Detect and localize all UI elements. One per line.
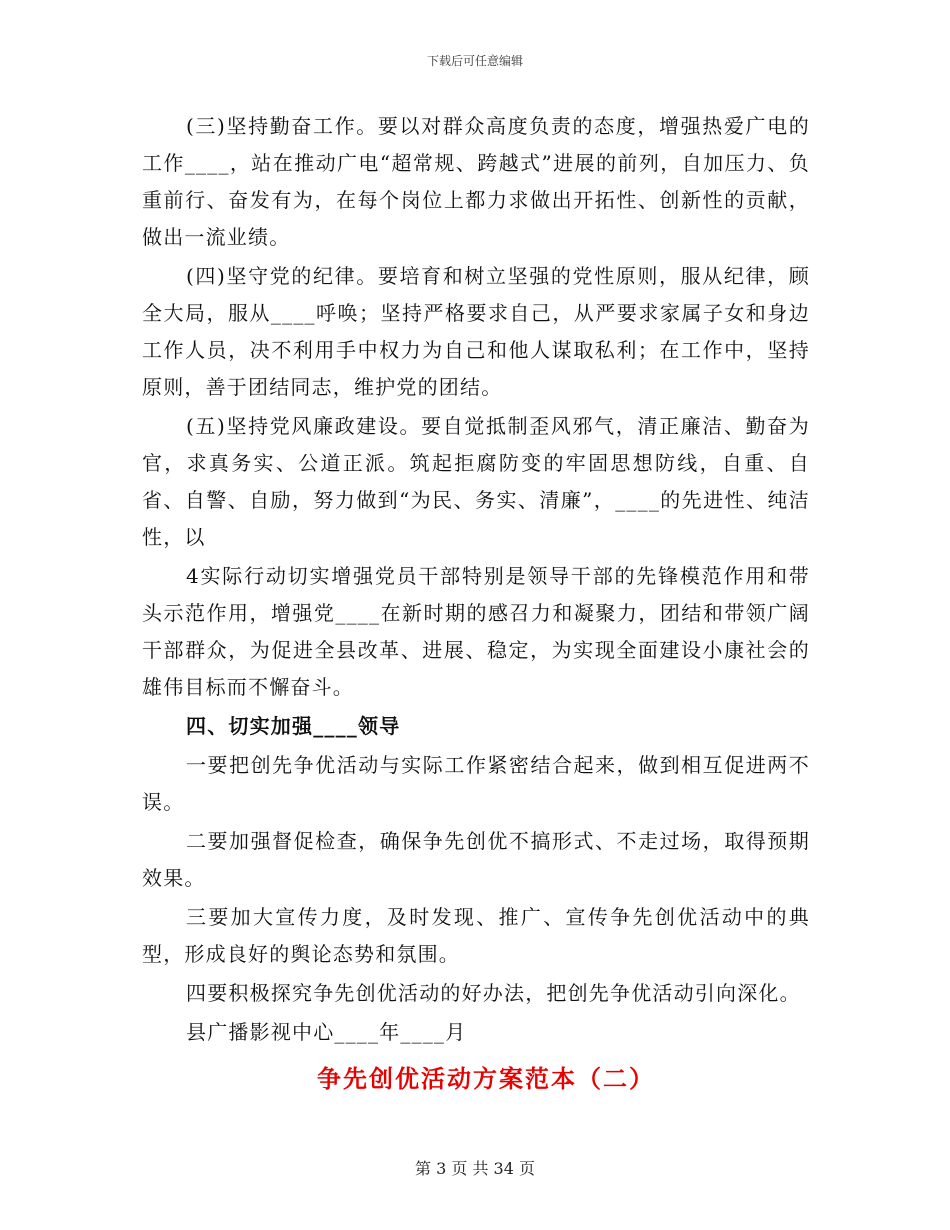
section-heading-leadership: 四、切实加强____领导 — [186, 714, 401, 738]
paragraph-first-requirement: 一要把创先争优活动与实际工作紧密结合起来，做到相互促进两不误。 — [142, 753, 810, 814]
paragraph-second-requirement: 二要加强督促检查，确保争先创优不搞形式、不走过场，取得预期效果。 — [142, 829, 810, 890]
paragraph-diligent-work: (三)坚持勤奋工作。要以对群众高度负责的态度，增强热爱广电的工作____，站在推动广电“超常规、跨越式”进展的前列，自加压力、负重前行、奋发有为，在每个岗位上都力求做出开拓性、创新性的贡献，做出一流业绩。 — [142, 114, 810, 249]
paragraph-action: 4实际行动切实增强党员干部特别是领导干部的先锋模范作用和带头示范作用，增强党____在新时期的感召力和凝聚力，团结和带领广阔干部群众，为促进全县改革、进展、稳定，为实现全面建设小康社会的雄伟目标而不懈奋斗。 — [142, 564, 810, 699]
page-number: 第 3 页 共 34 页 — [415, 1159, 535, 1178]
signature-line: 县广播影视中心____年____月 — [186, 1020, 467, 1044]
document-body — [142, 108, 810, 1101]
paragraph-integrity: (五)坚持党风廉政建设。要自觉抵制歪风邪气，清正廉洁、勤奋为官，求真务实、公道正派。筑起拒腐防变的牢固思想防线，自重、自省、自警、自励，努力做到“为民、务实、清廉”，____的先进性、纯洁性，以 — [142, 414, 810, 549]
paragraph-party-discipline: (四)坚守党的纪律。要培育和树立坚强的党性原则，服从纪律，顾全大局，服从____呼唤；坚持严格要求自己，从严要求家属子女和身边工作人员，决不利用手中权力为自己和他人谋取私利；在工作中，坚持原则，善于团结同志，维护党的团结。 — [142, 264, 810, 399]
paragraph-third-requirement: 三要加大宣传力度，及时发现、推广、宣传争先创优活动中的典型，形成良好的舆论态势和氛围。 — [142, 905, 810, 966]
paragraph-fourth-requirement: 四要积极探究争先创优活动的好办法，把创先争优活动引向深化。 — [186, 981, 801, 1005]
next-document-title: 争先创优活动方案范本（二） — [317, 1064, 655, 1093]
page-header: 下载后可任意编辑 — [426, 54, 523, 68]
